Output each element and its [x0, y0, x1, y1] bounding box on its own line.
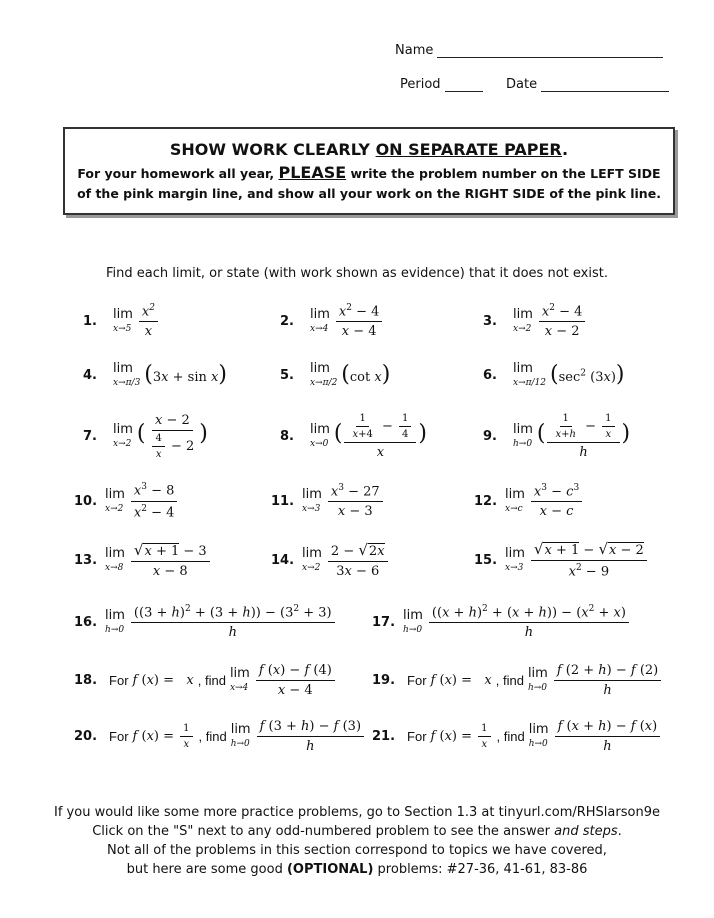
problem-10: 10. lim x→2 $\frac{x^3 - 8}{x^2 - 4}$	[74, 479, 179, 523]
problem-2: 2. lim x→4 $\frac{x^2 - 4}{x - 4}$	[280, 299, 384, 343]
period-label: Period	[400, 77, 441, 92]
name-field[interactable]	[395, 43, 663, 58]
period-field[interactable]	[400, 77, 483, 92]
problem-6: 6. lim x→π/12 ($\sec^2$ (3x))	[483, 361, 625, 388]
date-label: Date	[506, 77, 538, 92]
box-line-2: of the pink margin line, and show all your work on the RIGHT SIDE of the pink line.	[77, 186, 661, 201]
please-emphasis: PLEASE	[278, 163, 347, 182]
problem-9: 9. lim h→0 ( $\frac{1}{x+h}$ − $\frac{1}{x}$ h )	[483, 412, 631, 460]
box-title: SHOW WORK CLEARLY ON SEPARATE PAPER.	[169, 140, 569, 159]
problem-7: 7. lim x→2 ( x − 2 $\frac{4}{x}$ − 2 )	[83, 412, 208, 460]
problem-11: 11. lim x→3 $\frac{x^3 - 27}{x - 3}$	[271, 479, 385, 523]
problem-13: 13. lim x→8 $\frac{√x + 1 - 3}{x - 8}$	[74, 538, 212, 582]
problem-15: 15. lim x→3 $\frac{√x + 1 - √x - 2}{x^2 - 9}$	[474, 538, 649, 582]
footer-line-3: Not all of the problems in this section correspond to topics we have covered,	[107, 843, 607, 858]
date-field[interactable]	[506, 77, 669, 92]
date-line[interactable]	[541, 78, 669, 92]
problem-5: 5. lim x→π/2 (cot x)	[280, 361, 391, 388]
footer-line-4: but here are some good (OPTIONAL) problems: #27-36, 41-61, 83-86	[126, 862, 588, 877]
problem-18: 18. For f (x) = x , find lim x→4 $\frac{f (x) - f (4)}{x - 4}$	[74, 658, 337, 702]
footer-line-1: If you would like some more practice problems, go to Section 1.3 at tinyurl.com/RHSlarson9e	[54, 805, 660, 820]
problem-8: 8. lim x→0 ( $\frac{1}{x+4}$ − $\frac{1}{4}$ x )	[280, 412, 428, 460]
box-line-1: For your homework all year, PLEASE write the problem number on the LEFT SIDE	[77, 163, 661, 182]
problem-4: 4. lim x→π/3 (3x + sin x)	[83, 361, 227, 388]
directions: Find each limit, or state (with work shown as evidence) that it does not exist.	[106, 266, 608, 281]
problem-19: 19. For f (x) = x , find lim h→0 $\frac{f (2 + h) - f (2)}{h}$	[372, 658, 663, 702]
problem-17: 17. lim h→0 $\frac{((x + h)^2 + (x + h)) - (x^2 + x)}{h}$	[372, 600, 631, 644]
name-line[interactable]	[437, 44, 663, 58]
problem-3: 3. lim x→2 $\frac{x^2 - 4}{x - 2}$	[483, 299, 587, 343]
footer-line-2: Click on the "S" next to any odd-numbered problem to see the answer and steps.	[92, 824, 622, 839]
period-line[interactable]	[445, 78, 483, 92]
instruction-box	[63, 127, 675, 215]
problem-12: 12. lim x→c $\frac{x^3 - c^3}{x - c}$	[474, 479, 584, 523]
name-label: Name	[395, 43, 434, 58]
problem-16: 16. lim h→0 $\frac{((3 + h)^2 + (3 + h)) - (3^2 + 3)}{h}$	[74, 600, 337, 644]
problem-14: 14. lim x→2 $\frac{2 - √2x}{3x - 6}$	[271, 538, 390, 582]
footer-note	[0, 803, 714, 879]
problem-21: 21. For f (x) = $\frac{1}{x}$ , find lim h→0 $\frac{f (x + h) - f (x)}{h}$	[372, 714, 662, 758]
problem-1: 1. lim x→5 $\frac{x^2}{x}$	[83, 299, 160, 343]
problem-20: 20. For f (x) = $\frac{1}{x}$ , find lim h→0 $\frac{f (3 + h) - f (3)}{h}$	[74, 714, 366, 758]
